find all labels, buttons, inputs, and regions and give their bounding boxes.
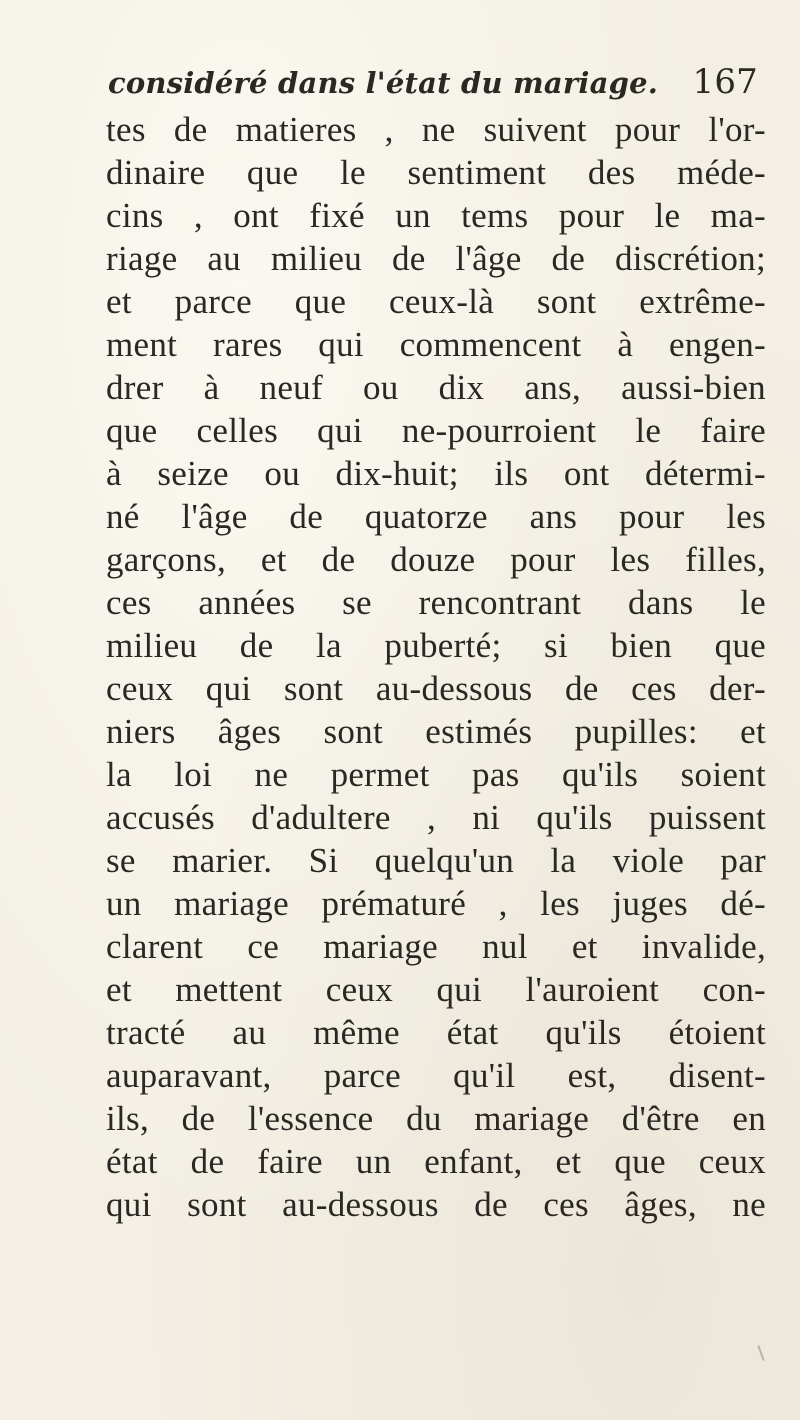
text-line: qui sont au-dessous de ces âges, ne <box>106 1185 766 1224</box>
text-line: niers âges sont estimés pupilles: et <box>106 712 766 751</box>
text-line: accusés d'adultere , ni qu'ils puissent <box>106 798 766 837</box>
margin-mark <box>757 1345 764 1361</box>
text-line: ces années se rencontrant dans le <box>106 583 766 622</box>
text-line: à seize ou dix-huit; ils ont détermi- <box>106 454 766 493</box>
text-line: ment rares qui commencent à engen- <box>106 325 766 364</box>
text-line: la loi ne permet pas qu'ils soient <box>106 755 766 794</box>
text-line: un mariage prématuré , les juges dé- <box>106 884 766 923</box>
text-line: milieu de la puberté; si bien que <box>106 626 766 665</box>
text-line: né l'âge de quatorze ans pour les <box>106 497 766 536</box>
text-line: ceux qui sont au-dessous de ces der- <box>106 669 766 708</box>
body-text <box>106 108 766 1226</box>
text-line: auparavant, parce qu'il est, disent- <box>106 1056 766 1095</box>
text-line: et parce que ceux-là sont extrême- <box>106 282 766 321</box>
text-line: cins , ont fixé un tems pour le ma- <box>106 196 766 235</box>
text-line: se marier. Si quelqu'un la viole par <box>106 841 766 880</box>
text-line: drer à neuf ou dix ans, aussi-bien <box>106 368 766 407</box>
page-header <box>108 62 758 110</box>
text-line: garçons, et de douze pour les filles, <box>106 540 766 579</box>
text-line: dinaire que le sentiment des méde- <box>106 153 766 192</box>
text-line: tracté au même état qu'ils étoient <box>106 1013 766 1052</box>
text-line: clarent ce mariage nul et invalide, <box>106 927 766 966</box>
text-line: tes de matieres , ne suivent pour l'or- <box>106 110 766 149</box>
text-line: état de faire un enfant, et que ceux <box>106 1142 766 1181</box>
text-line: que celles qui ne-pourroient le faire <box>106 411 766 450</box>
running-title: considéré dans l'état du mariage. <box>108 66 659 100</box>
page-number: 167 <box>692 62 758 102</box>
text-line: et mettent ceux qui l'auroient con- <box>106 970 766 1009</box>
text-line: ils, de l'essence du mariage d'être en <box>106 1099 766 1138</box>
text-line: riage au milieu de l'âge de discrétion; <box>106 239 766 278</box>
